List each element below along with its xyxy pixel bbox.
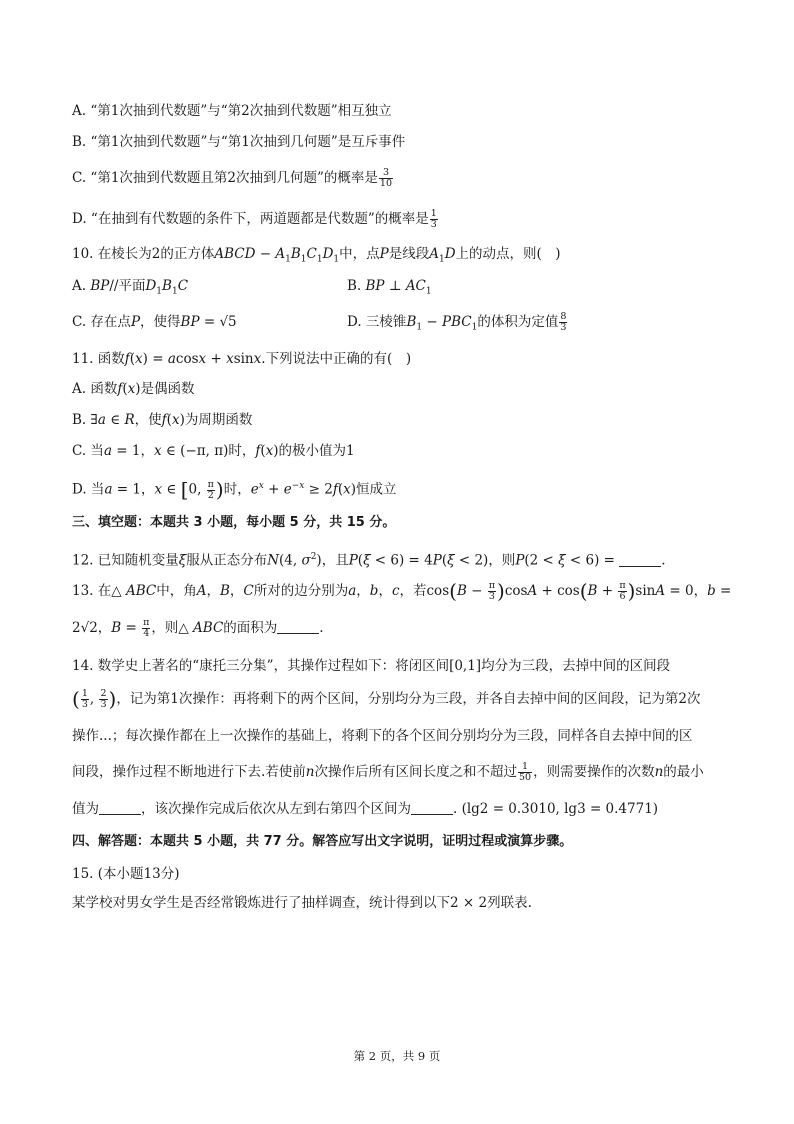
q9-option-c: C. “第1次抽到代数题且第2次抽到几何题”的概率是 $\frac{3}{10}$ xyxy=(72,167,393,189)
q13-line1: 13. 在△ ABC中，角A，B，C所对的边分别为a，b，c，若cos(B − $\frac{\pi}{3}$ )cosA + cos(B + $\frac{\pi}{6}$ )sinA = 0，b = xyxy=(72,579,732,603)
q11-option-d: D. 当a = 1，x ∈ [0, $\frac{\pi}{2}$ )时，$e^x + e^{-x} \ge 2f(x)$恒成立 xyxy=(72,477,397,502)
q11-option-a: A. 函数f(x)是偶函数 xyxy=(72,381,195,397)
section-3-heading: 三、填空题：本题共 3 小题，每小题 5 分，共 15 分。 xyxy=(72,515,396,530)
q15-heading: 15. (本小题13分) xyxy=(72,866,180,882)
q10-option-c: C. 存在点P，使得BP = √5 xyxy=(72,314,237,330)
q13-line2: 2√2，B = $\frac{\pi}{4}$ ，则△ ABC的面积为 . xyxy=(72,617,324,639)
answer-blank xyxy=(619,554,661,567)
answer-blank xyxy=(411,802,453,815)
q9-option-b: B. “第1次抽到代数题”与“第1次抽到几何题”是互斥事件 xyxy=(72,134,406,150)
q11-stem: 11. 函数f(x) = acosx + xsinx.下列说法中正确的有( ) xyxy=(72,351,412,367)
q15-body: 某学校对男女学生是否经常锻炼进行了抽样调查，统计得到以下2 × 2列联表. xyxy=(72,895,532,911)
q9-option-a: A. “第1次抽到代数题”与“第2次抽到代数题”相互独立 xyxy=(72,103,392,119)
q10-option-a: A. BP//平面$D_1B_1C$ xyxy=(72,278,189,297)
answer-blank xyxy=(99,802,141,815)
q12: 12. 已知随机变量ξ服从正态分布N(4, $\sigma^2$)，且P(ξ < 6) = 4P(ξ < 2)，则P(2 < ξ < 6) = . xyxy=(72,552,666,569)
q14-line3: 操作...；每次操作都在上一次操作的基础上，将剩下的各个区间分别均分为三段，同样各自去掉中间的区 xyxy=(72,728,693,744)
section-4-heading: 四、解答题：本题共 5 小题，共 77 分。解答应写出文字说明，证明过程或演算步骤。 xyxy=(72,834,573,849)
q14-line5: 值为 ，该次操作完成后依次从左到右第四个区间为 . (lg2 = 0.3010, lg3 = 0.4771) xyxy=(72,801,659,817)
q14-line1: 14. 数学史上著名的“康托三分集”，其操作过程如下：将闭区间[0,1]均分为三段，去掉中间的区间段 xyxy=(72,658,671,674)
q11-option-b: B. ∃a ∈ R，使f(x)为周期函数 xyxy=(72,412,253,428)
q10-option-d: D. 三棱锥$B_1 - PBC_1$的体积为定值 $\frac{8}{3}$ xyxy=(347,311,567,333)
q14-line4: 间段，操作过程不断地进行下去.若使前n次操作后所有区间长度之和不超过 $\frac{1}{50}$ ，则需要操作的次数n的最小 xyxy=(72,761,704,783)
page-footer: 第 2 页，共 9 页 xyxy=(353,1049,441,1063)
q10-option-b: B. BP ⊥ $AC_1$ xyxy=(347,278,432,297)
answer-blank xyxy=(277,621,319,634)
q11-option-c: C. 当a = 1，x ∈ (−π, π)时，f(x)的极小值为1 xyxy=(72,443,355,459)
q9-option-d: D. “在抽到有代数题的条件下，两道题都是代数题”的概率是 $\frac{1}{3}$ xyxy=(72,208,437,230)
q10-stem: 10. 在棱长为2的正方体ABCD − $A_1B_1C_1D_1$中，点P是线段$A_1D$上的动点，则( ) xyxy=(72,246,561,265)
q14-line2: ( $\frac{1}{3}$ , $\frac{2}{3}$ )，记为第1次操作：再将剩下的两个区间，分别均分为三段，并各自去掉中间的区间段，记为第2次 xyxy=(72,687,701,711)
